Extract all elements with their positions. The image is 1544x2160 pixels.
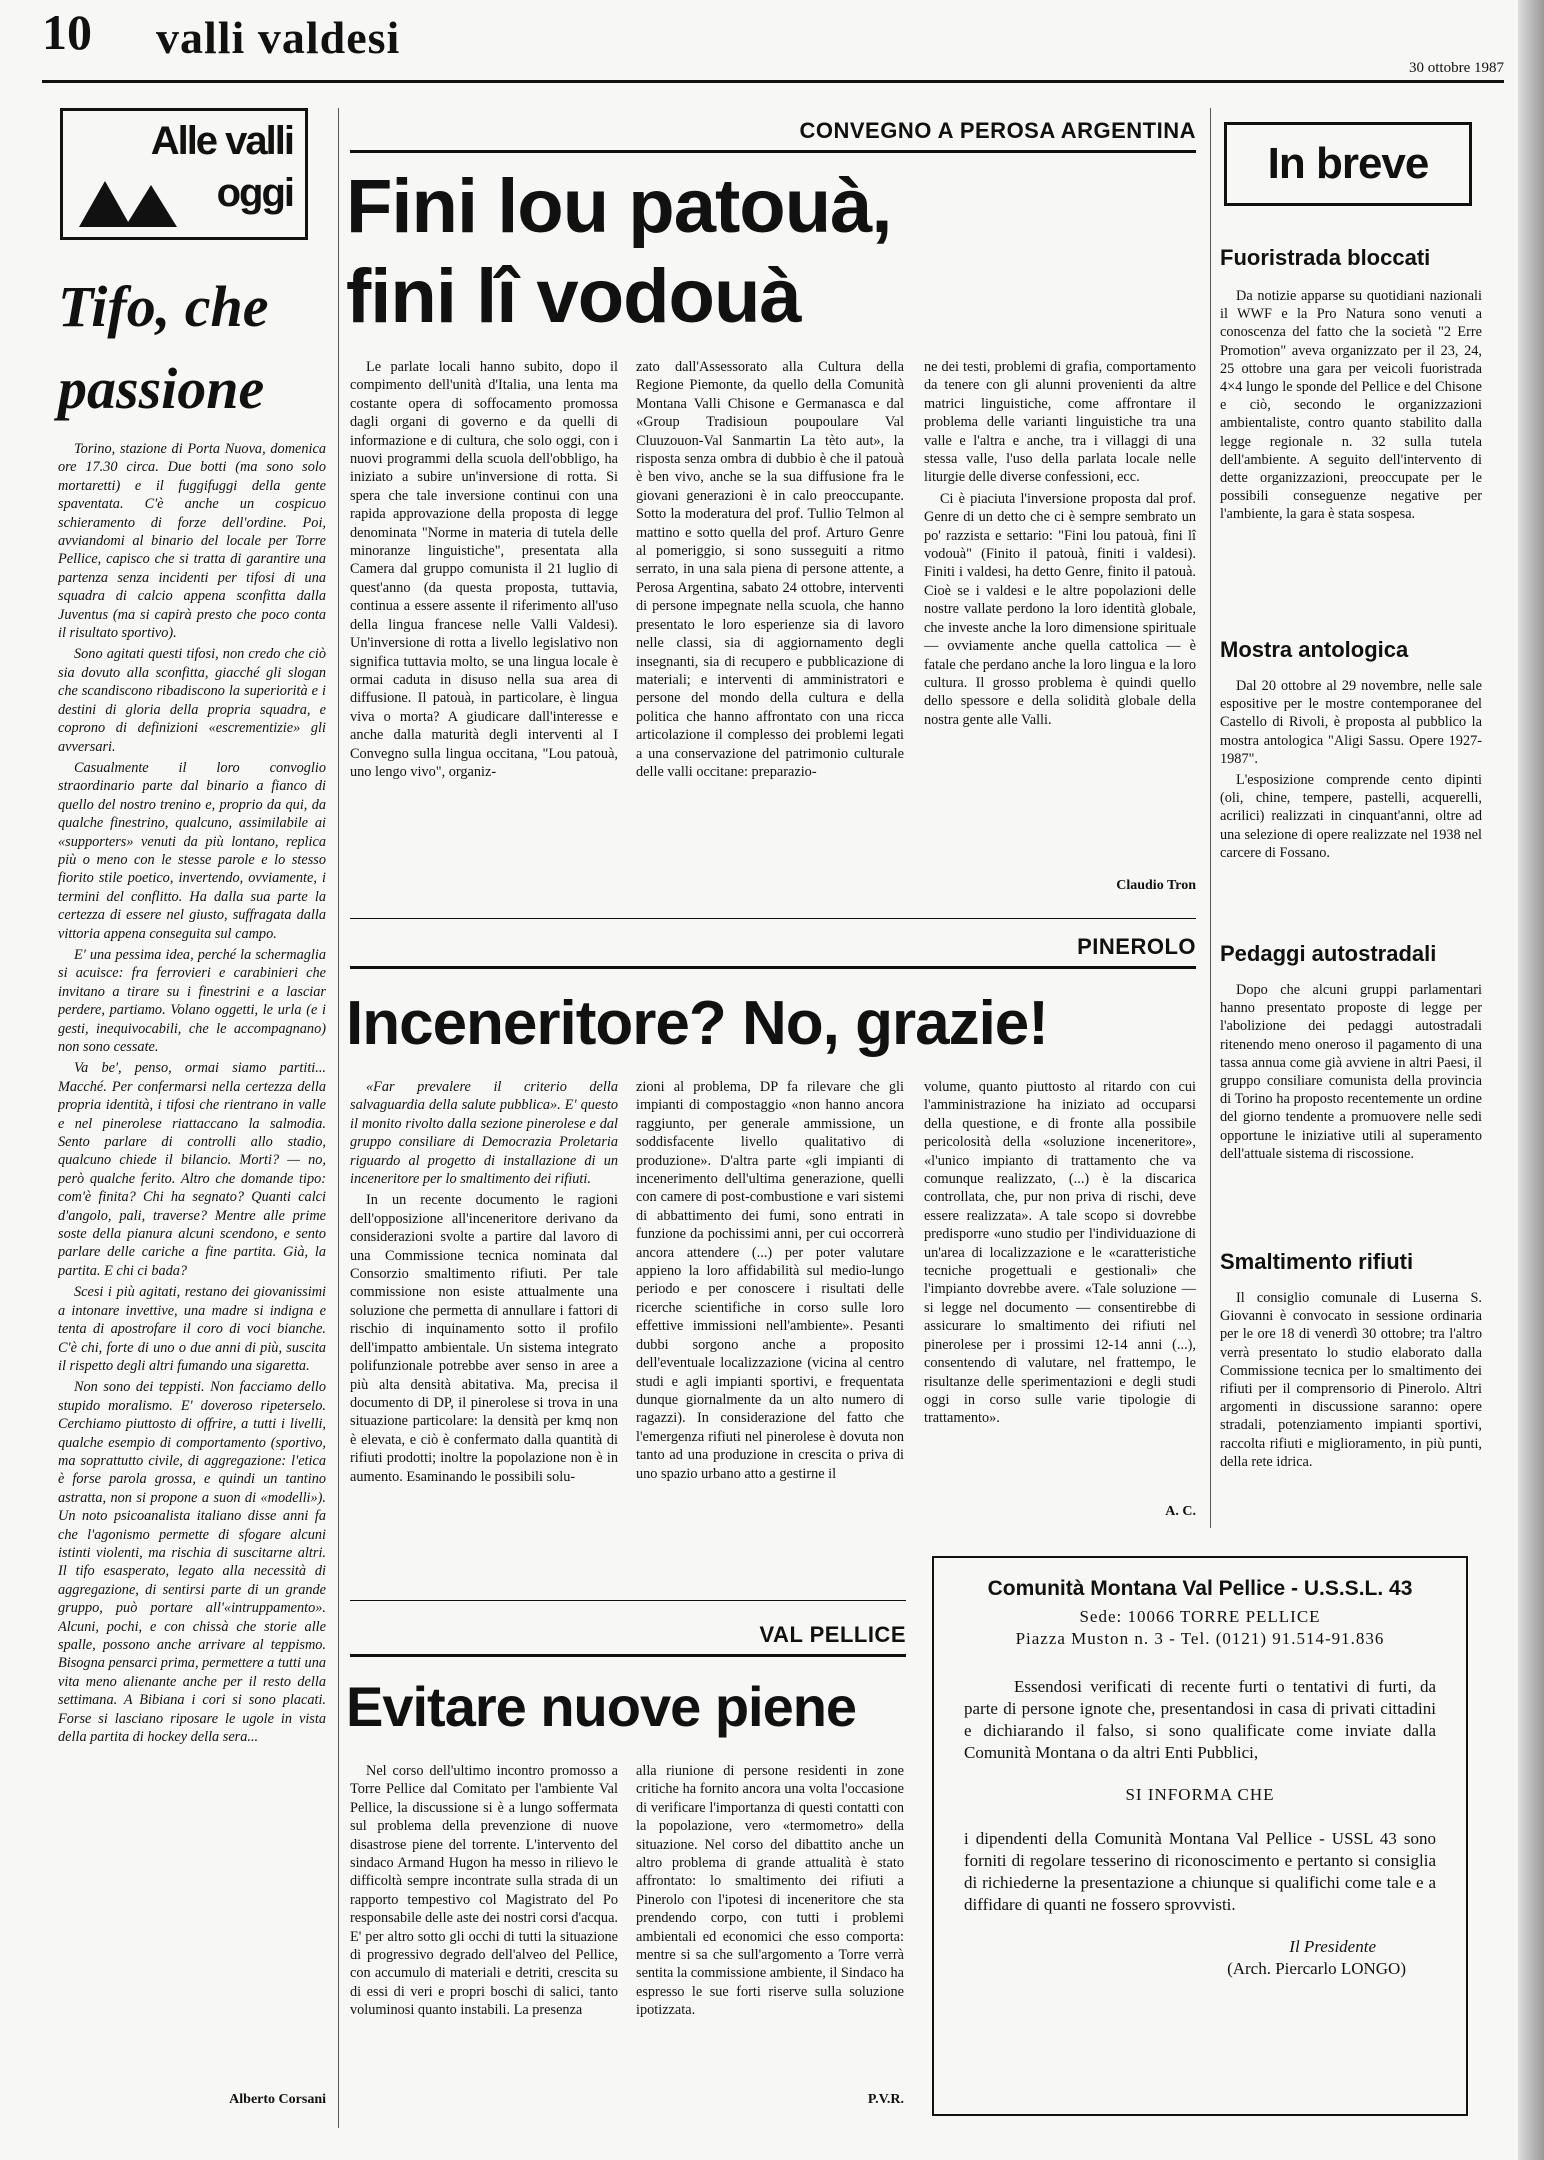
editorial-paragraph: Torino, stazione di Porta Nuova, domenica ore 17.30 circa. Due botti (ma sono solo mortaretti) e il fuggifuggi della gente spaventata. C'è anche un cospicuo schieramento di forze dell'ordine. Poi, avviandomi al binario del locale per Torre Pellice, capisco che si tratta di garantire una partenza senza incidenti per tifosi di una squadra di calcio appena sconfitta dalla Juventus (ma si capirà presto che poco conta il risultato sportivo). xyxy=(58,441,326,642)
masthead-rule xyxy=(42,80,1504,83)
article2-headline: Inceneritore? No, grazie! xyxy=(346,989,1048,1058)
sidebar-paragraph: Dopo che alcuni gruppi parlamentari hanno presentato proposte di legge per l'abolizione dei pedaggi autostradali ritenendo meno oneroso il pagamento di una tassa annua come già avviene in altri Paesi, il gruppo consiliare comunista della provincia di Torino ha proposto recentemente un ordine del giorno tendente a promuovere nelle sedi opportune le iniziative utili al superamento dell'attuale sistema di riscossione. xyxy=(1220,982,1482,1162)
newspaper-title: valli valdesi xyxy=(156,12,401,63)
article2-kicker: PINEROLO xyxy=(1077,934,1196,959)
article1-col2 xyxy=(636,358,904,914)
in-breve-title: In breve xyxy=(1267,139,1429,188)
section-rule xyxy=(350,918,1196,919)
in-breve-box xyxy=(1224,122,1472,206)
editorial-body xyxy=(58,440,326,2080)
notice-informa: SI INFORMA CHE xyxy=(1125,1785,1275,1804)
editorial-paragraph: E' una pessima idea, perché la schermaglia si acuisce: fra ferrovieri e carabinieri che invitano a tirare su i finestrini e a lasciar perdere, partiamo. Volano oggetti, le urla (e i gesti, inequivocabili, che le accompagnano) non sono cessate. xyxy=(58,946,326,1055)
editorial-author: Alberto Corsani xyxy=(229,2092,326,2107)
section-rule xyxy=(350,1600,906,1601)
notice-signature-role: Il Presidente xyxy=(1289,1937,1376,1956)
notice-paragraph: i dipendenti della Comunità Montana Val Pellice - USSL 43 sono forniti di regolare tesserino di riconoscimento e pertanto si consiglia di richiederne la presentazione a chiunque si qualifichi come tale e a diffidare di quanti ne fossero sprovvisti. xyxy=(964,1829,1436,1914)
sidebar-item-text xyxy=(1220,677,1482,862)
article3-kicker: VAL PELLICE xyxy=(759,1622,906,1647)
editorial-paragraph: Non sono dei teppisti. Non facciamo dello stupido moralismo. E' doveroso ripeterselo. Cerchiamo piuttosto di offrire, a tutti i livelli, qualche esempio di comportamento (sportivo, ma soprattutto civile, di aggregazione: l'etica è forse parola grossa, e quindi un tantino astratta, non si propone a suon di «modelli»). Un noto psicoanalista italiano disse anni fa che l'agonismo permette di sfogare alcuni istinti violenti, ma rischia di suscitarne altri. Il tifo esasperato, legato alla necessità di aggregazione, di sentirsi parte di un grande gruppo, può portare all'«intruppamento». Alcuni, pochi, e con chissà che storie alle spalle, possono anche arrivare al teppismo. Bisogna pensarci prima, permettere a tutti una vita meno alienante anche per il resto della settimana. A Bibiana i cori si sono placati. Forse si lasciano riposare le ugole in vista della partita di hockey della sera... xyxy=(58,1379,326,1746)
issue-date: 30 ottobre 1987 xyxy=(1409,60,1504,76)
article1-col3 xyxy=(924,358,1196,898)
page-number: 10 xyxy=(42,4,92,60)
article2-col3 xyxy=(924,1078,1196,1498)
article1-paragraph: zato dall'Assessorato alla Cultura della Regione Piemonte, da quello della Comunità Montana Valli Chisone e Germanasca e dal «Group Tradisioun poupoulare Val Cluuzouon-Val Sanmartin La tèto aut», la risposta senza ombra di dubbio è che il patouà è ben vivo, anche se la sua diffusione fra le giovani generazioni è in calo preoccupante. Sotto la moderatura del prof. Tullio Telmon al mattino e sotto quella del prof. Arturo Genre al pomeriggio, si sono susseguiti a ritmo serrato, in una sala piena di persone attente, a Perosa Argentina, sabato 24 ottobre, interventi di persone impegnate nella scuola, che hanno presentato le loro esperienze sia di lavoro nelle classi, sia di aggiornamento degli insegnanti, sia di recupero e pubblicazione di materiali; e interventi di amministratori e persone del mondo della cultura e della politica che hanno affrontato con una ricca articolazione il complesso dei problemi legati a una conservazione del patrimonio culturale delle valli occitane: preparazio- xyxy=(636,359,904,780)
article1-paragraph: Le parlate locali hanno subito, dopo il compimento dell'unità d'Italia, una lenta ma costante opera di soffocamento promossa dagli organi di governo e da quelli di informazione e di cultura, che solo oggi, con i nuovi programmi della scuola dell'obbligo, ha iniziato a subire un'inversione di rotta. Si spera che tale inversione continui con una rapida approvazione della proposta di legge denominata "Norme in materia di tutela delle minoranze linguistiche", presentata alla Camera dal gruppo comunista il 21 luglio di quest'anno (da questa proposta, tuttavia, continua a essere assente il riferimento all'uso della lingua francese nelle Valli Valdesi). Un'inversione di rotta a livello legislativo non significa tuttavia molto, se una lingua locale è ormai caduta in disuso nella sua area di diffusione. Il patouà, in particolare, è lingua viva o morta? A giudicare dall'interesse e anche dalla maturità degli interventi al I Convegno sulla lingua occitana, "Lou patouà, uno lengo vivo", organiz- xyxy=(350,359,618,780)
editorial-title: Tifo, che passione xyxy=(58,274,269,421)
column-logo-line1: Alle valli xyxy=(150,119,293,163)
sidebar-paragraph: Il consiglio comunale di Luserna S. Giovanni è convocato in sessione ordinaria per le ore 18 di venerdì 30 ottobre; tra l'altro verrà presentato lo studio elaborato dalla Commissione tecnica per lo smaltimento dei rifiuti per il comprensorio di Pinerolo. Altri argomenti in discussione saranno: opere stradali, potenziamento impianti sportivi, raccolta rifiuti e miglioramento, in più punti, della rete idrica. xyxy=(1220,1290,1482,1470)
mountains-icon xyxy=(79,181,183,227)
editorial-paragraph: Sono agitati questi tifosi, non credo che ciò sia dovuto alla sconfitta, giacché gli slogan che scandiscono ribadiscono la superiorità e i destini di gloria della propria squadra, e coprono di definizioni «escrementizie» gli avversari. xyxy=(58,646,326,755)
editorial-paragraph: Scesi i più agitati, restano dei giovanissimi a intonare invettive, una madre si indigna e tenta di apostrofare il coro di voci bianche. C'è chi, forte di uno o due anni di più, suscita il rispetto degli altri fumando una sigaretta. xyxy=(58,1284,326,1374)
column-logo-box xyxy=(60,108,308,240)
notice-title: Comunità Montana Val Pellice - U.S.S.L. 43 xyxy=(987,1577,1413,1600)
sidebar-item-title: Smaltimento rifiuti xyxy=(1220,1249,1414,1274)
article3-paragraph: Nel corso dell'ultimo incontro promosso a Torre Pellice dal Comitato per l'ambiente Val Pellice, la discussione si è a lungo soffermata sul problema della prevenzione di nuove disastrose piene del torrente. L'intervento del sindaco Armand Hugon ha messo in rilievo le difficoltà sempre incontrate sulla strada di un rapporto tempestivo col Magistrato del Po responsabile delle aste dei nostri corsi d'acqua. E' per altro sotto gli occhi di tutti la situazione di progressivo degrado dell'alveo del Pellice, con accumulo di materiali e detriti, crescita su di essi di veri e propri boschi di salici, tanto voluminosi quanto instabili. La presenza xyxy=(350,1763,618,2019)
column-divider xyxy=(338,108,339,2128)
article1-paragraph: ne dei testi, problemi di grafia, comportamento da tenere con gli alunni provenienti da altre matrici linguistiche, come affrontare il problema delle varianti linguistiche tra una valle e l'altra e anche, tra i villaggi di una stessa valle, l'uso della parlata locale nelle liturgie delle diverse confessioni, ecc. xyxy=(924,359,1196,486)
article2-paragraph: «Far prevalere il criterio della salvaguardia della salute pubblica». E' questo il monito rivolto dalla sezione pinerolese e dal gruppo consiliare di Democrazia Proletaria riguardo al progetto di installazione di un inceneritore per lo smaltimento dei rifiuti. xyxy=(350,1079,618,1188)
sidebar-paragraph: Dal 20 ottobre al 29 novembre, nelle sale espositive per le mostre contemporanee del Castello di Rivoli, è proposta al pubblico la mostra antologica "Aligi Sassu. Opere 1927-1987". xyxy=(1220,678,1482,767)
article1-author: Claudio Tron xyxy=(1116,878,1196,893)
article2-col2 xyxy=(636,1078,904,1598)
column-divider xyxy=(1210,108,1211,1528)
article1-col1 xyxy=(350,358,618,914)
article3-col1 xyxy=(350,1762,618,2118)
kicker-rule xyxy=(350,150,1196,153)
article2-author: A. C. xyxy=(1165,1504,1196,1519)
sidebar-item-title: Mostra antologica xyxy=(1220,637,1409,662)
article3-paragraph: alla riunione di persone residenti in zone critiche ha fornito ancora una volta l'occasione di verificare l'importanza di questi contatti con la popolazione, vero «termometro» della situazione. Nel corso del dibattito anche un altro problema di grande attualità è stato affrontato: lo smaltimento dei rifiuti a Pinerolo con l'ipotesi di inceneritore che sta prendendo corpo, con tutti i problemi ambientali ed economici che esso comporta: mentre si sa che sull'argomento a Torre verrà sentita la commissione ambiente, il Sindaco ha espresso le sue forti riserve sulla soluzione ipotizzata. xyxy=(636,1763,904,2019)
kicker-rule xyxy=(350,1654,906,1657)
editorial-paragraph: Va be', penso, ormai siamo partiti... Macché. Per confermarsi nella certezza della propria identità, i tifosi che rientrano in valle e nel pinerolese riattaccano la salmodia. Sento parlare di controlli allo stadio, qualcuno chiede il bilancio. Morti? — no, però qualche ferito. Altro che domande tipo: com'è finita? Chi ha segnato? Quanti calci d'angolo, pali, traverse? Mentre alle prime soste della pianura alcuni scendono, e sento parlare delle cariche a fine partita. Già, la partita. E chi ci bada? xyxy=(58,1060,326,1279)
kicker-rule xyxy=(350,966,1196,969)
article1-headline-line2: fini lî vodouà xyxy=(346,254,801,339)
notice-paragraph: Essendosi verificati di recente furti o tentativi di furti, da parte di persone ignote che, presentandosi in casa di privati cittadini e dichiarando il falso, si sono qualificate come inviate dalla Comunità Montana o da altri Enti Pubblici, xyxy=(964,1677,1436,1762)
page-edge xyxy=(1518,0,1544,2160)
article2-col1 xyxy=(350,1078,618,1598)
sidebar-item-title: Pedaggi autostradali xyxy=(1220,941,1437,966)
article3-headline: Evitare nuove piene xyxy=(346,1675,857,1738)
sidebar-item xyxy=(1220,636,1482,865)
notice-box xyxy=(932,1556,1468,2116)
column-logo-line2: oggi xyxy=(216,171,293,215)
article1-kicker: CONVEGNO A PEROSA ARGENTINA xyxy=(799,118,1196,143)
sidebar-item xyxy=(1220,1248,1482,1474)
article1-paragraph: Ci è piaciuta l'inversione proposta dal prof. Genre di un detto che ci è sempre sembrato un po' razzista e settario: "Fini lou patouà, fini lî vodouà" (Finito il patouà, finiti i valdesi). Finiti i valdesi, ha detto Genre, finito il patouà. Cioè se i valdesi e le altre popolazioni delle nostre vallate perdono la loro identità globale, che investe anche la loro dimensione spirituale — ovviamente anche quella cattolica — è fatale che perdano anche la loro lingua e la loro cultura. Il grosso problema è quindi quello dello spessore e della solidità globale della nostra gente alle Valli. xyxy=(924,490,1196,728)
sidebar-item xyxy=(1220,940,1482,1166)
sidebar-paragraph: L'esposizione comprende cento dipinti (oli, chine, tempere, pastelli, acquerelli, acrilici) realizzati in cinquant'anni, oltre ad una selezione di opere realizzate nel 1938 nel carcere di Fossano. xyxy=(1220,772,1482,861)
article1-headline xyxy=(346,162,1206,342)
article3-author: P.V.R. xyxy=(867,2092,904,2107)
article2-paragraph: volume, quanto piuttosto al ritardo con cui l'amministrazione ha iniziato ad occuparsi della questione, e di fronte alla possibile pericolosità della «soluzione inceneritore», «l'unico impianto di trattamento che va comunque realizzato, (...) è la discarica controllata, che, pur non priva di rischi, deve essere realizzata». A tale scopo si dovrebbe predisporre «uno studio per l'individuazione di un'area di localizzazione e le «caratteristiche tecniche progettuali e gestionali» che l'impianto dovrebbe avere. «Tale soluzione — si legge nel documento — consentirebbe di assicurare lo smaltimento dei rifiuti nel pinerolese per i prossimi 12-14 anni (...), consentendo di valutare, nel frattempo, le risultanze delle sperimentazioni e degli studi oggi in corso sulle varie tipologie di trattamento». xyxy=(924,1079,1196,1427)
sidebar-paragraph: Da notizie apparse su quotidiani nazionali il WWF e la Pro Natura sono venuti a conoscenza del fatto che la società "2 Erre Promotion" aveva organizzato per il 23, 24, 25 ottobre una gara per veicoli fuoristrada 4×4 lungo le sponde del Pellice e del Chisone e ciò, secondo le organizzazioni ambientaliste, contro quanto stabilito dalla legge regionale n. 32 sulla tutela dell'ambiente. A seguito dell'intervento di dette organizzazioni, preoccupate per le possibili conseguenze negative per l'ambiente, la gara è stata sospesa. xyxy=(1220,288,1482,523)
sidebar-item-text xyxy=(1220,287,1482,524)
notice-address-line: Sede: 10066 TORRE PELLICE xyxy=(1079,1607,1321,1626)
article2-paragraph: zioni al problema, DP fa rilevare che gli impianti di compostaggio «non hanno ancora raggiunto, per generale ammissione, un soddisfacente livello qualitativo di produzione». D'altra parte «gli impianti di incenerimento dell'ultima generazione, quelli con camere di post-combustione e vari sistemi di abbattimento dei fumi, sono entrati in funzione da pochissimi anni, per cui occorrerà ancora attendere (...) per poter valutare appieno la loro affidabilità sul medio-lungo periodo e per conoscere i risultati delle ricerche scientifiche in corso sulle loro effettive immissioni nell'ambiente». Pesanti dubbi sorgono anche a proposito dell'eventuale localizzazione (vicina al centro studi e agli impianti sportivi, e frequentata dunque giornalmente da un alto numero di ragazzi). In considerazione del fatto che l'emergenza rifiuti nel pinerolese è dovuta non tanto ad una produzione in crescita o priva di uno spazio urbano atto a gestirne il xyxy=(636,1079,904,1482)
article1-headline-line1: Fini lou patouà, xyxy=(346,164,892,249)
sidebar-item-title: Fuoristrada bloccati xyxy=(1220,245,1431,270)
sidebar-item xyxy=(1220,244,1482,527)
notice-signature-name: (Arch. Piercarlo LONGO) xyxy=(1227,1959,1406,1978)
notice-address-line: Piazza Muston n. 3 - Tel. (0121) 91.514-91.836 xyxy=(1015,1629,1385,1648)
article3-col2 xyxy=(636,1762,904,2084)
editorial-paragraph: Casualmente il loro convoglio straordinario parte dal binario a fianco di quello del nostro trenino e, proprio da qui, da qualche finestrino, qualcuno, assimilabile ai «supporters» venuti da più lontano, replica più o meno con le stesse parole e lo stesso fiorito stile poetico, invertendo, ovviamente, i termini del conflitto. Ha dalla sua parte la certezza di essere nel giusto, suffragata dalla vittoria appena conseguita sul campo. xyxy=(58,759,326,942)
article2-paragraph: In un recente documento le ragioni dell'opposizione all'inceneritore derivano da considerazioni svolte a partire dal lavoro di una Commissione tecnica nominata dal Consorzio smaltimento rifiuti. Per tale commissione non esiste attualmente una soluzione che permetta di annullare i fattori di rischio di inquinamento sotto il profilo dell'impatto ambientale. Un sistema integrato polifunzionale potrebbe aver senso in aree a più alta densità abitativa. Ma, precisa il documento di DP, il pinerolese si trova in una situazione particolare: la densità per kmq non è elevata, e ciò è confermato dalla quantità di rifiuti prodotti; inoltre la popolazione non è in aumento. Esaminando le possibili solu- xyxy=(350,1192,618,1485)
sidebar-item-text xyxy=(1220,981,1482,1163)
sidebar-item-text xyxy=(1220,1289,1482,1471)
